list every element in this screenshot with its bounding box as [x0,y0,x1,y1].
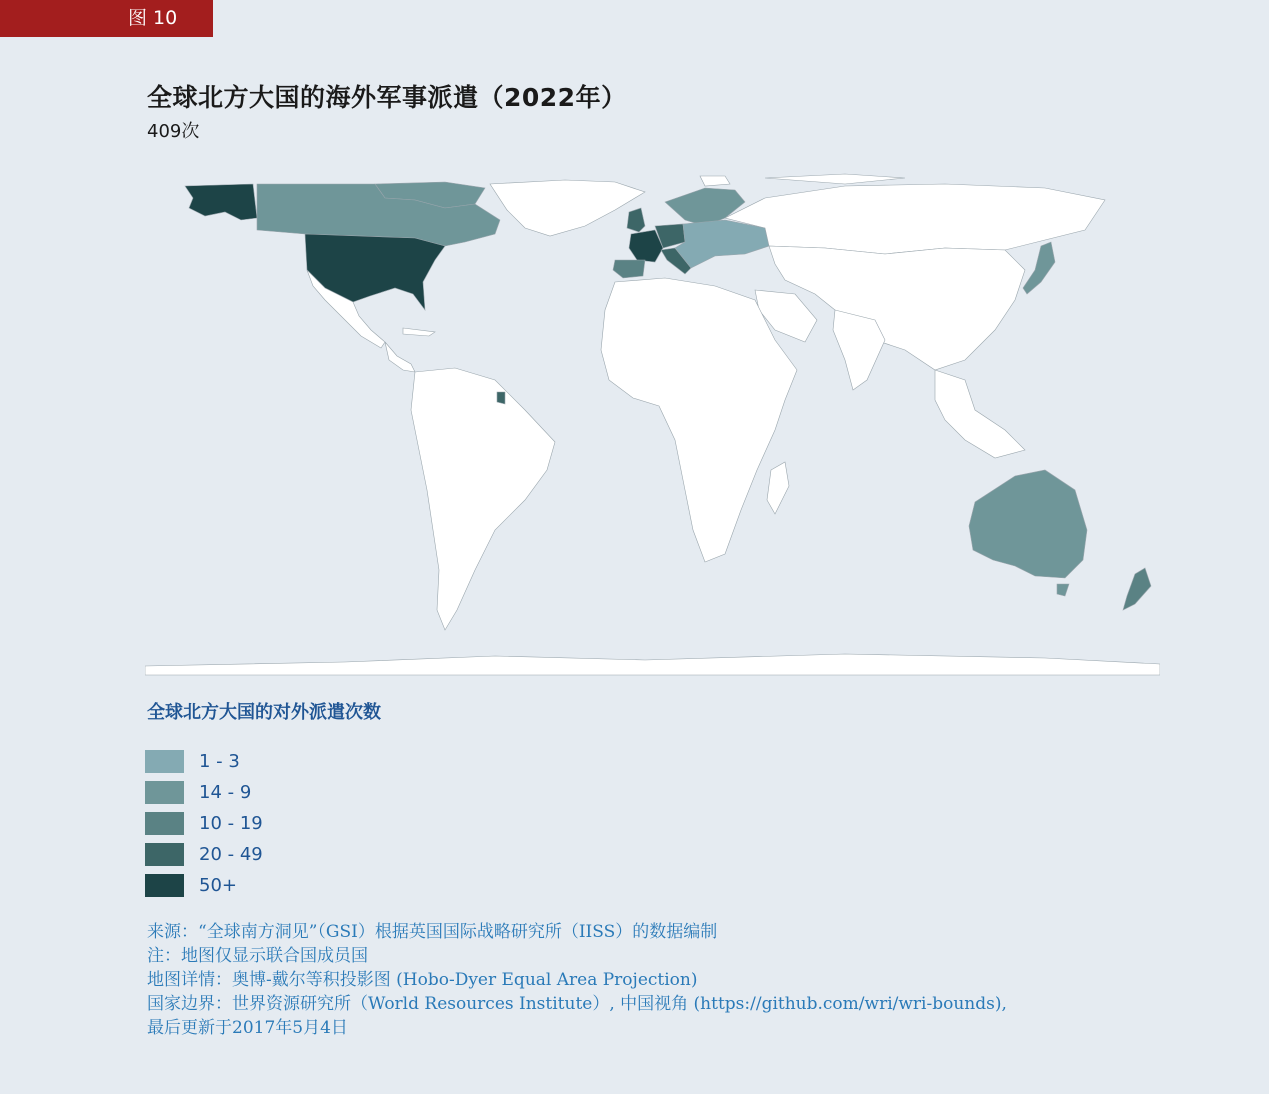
legend-swatch [145,781,184,804]
legend-label: 20 - 49 [199,844,263,865]
legend-item [145,777,263,808]
world-map [145,170,1160,680]
source-note-line: 国家边界：世界资源研究所（World Resources Institute）, 中国视角 (https://github.com/wri/wri-bounds), [147,994,1007,1014]
legend-swatch [145,812,184,835]
source-note-line: 地图详情：奥博-戴尔等积投影图 (Hobo-Dyer Equal Area Projection) [147,970,698,990]
chart-title: 全球北方大国的海外军事派遣（2022年） [147,83,627,112]
map-svalbard [700,176,730,186]
legend-item [145,839,263,870]
legend-label: 1 - 3 [199,751,240,772]
legend-label: 10 - 19 [199,813,263,834]
legend-item [145,808,263,839]
source-notes [147,920,1007,1040]
legend-title: 全球北方大国的对外派遣次数 [147,702,381,723]
legend-label: 14 - 9 [199,782,252,803]
figure-tab: 图 10 [0,0,213,37]
legend-item [145,870,263,901]
world-map-svg [145,170,1160,680]
legend-label: 50+ [199,875,237,896]
source-note-line: 注：地图仅显示联合国成员国 [147,946,368,966]
source-note-line: 来源：“全球南方洞见”（GSI）根据英国国际战略研究所（IISS）的数据编制 [147,922,718,942]
source-note-line: 最后更新于2017年5月4日 [147,1018,348,1038]
legend [145,746,263,901]
legend-swatch [145,843,184,866]
map-french-guiana [497,392,505,404]
legend-item [145,746,263,777]
legend-swatch [145,874,184,897]
chart-subtitle: 409次 [147,121,200,142]
legend-swatch [145,750,184,773]
